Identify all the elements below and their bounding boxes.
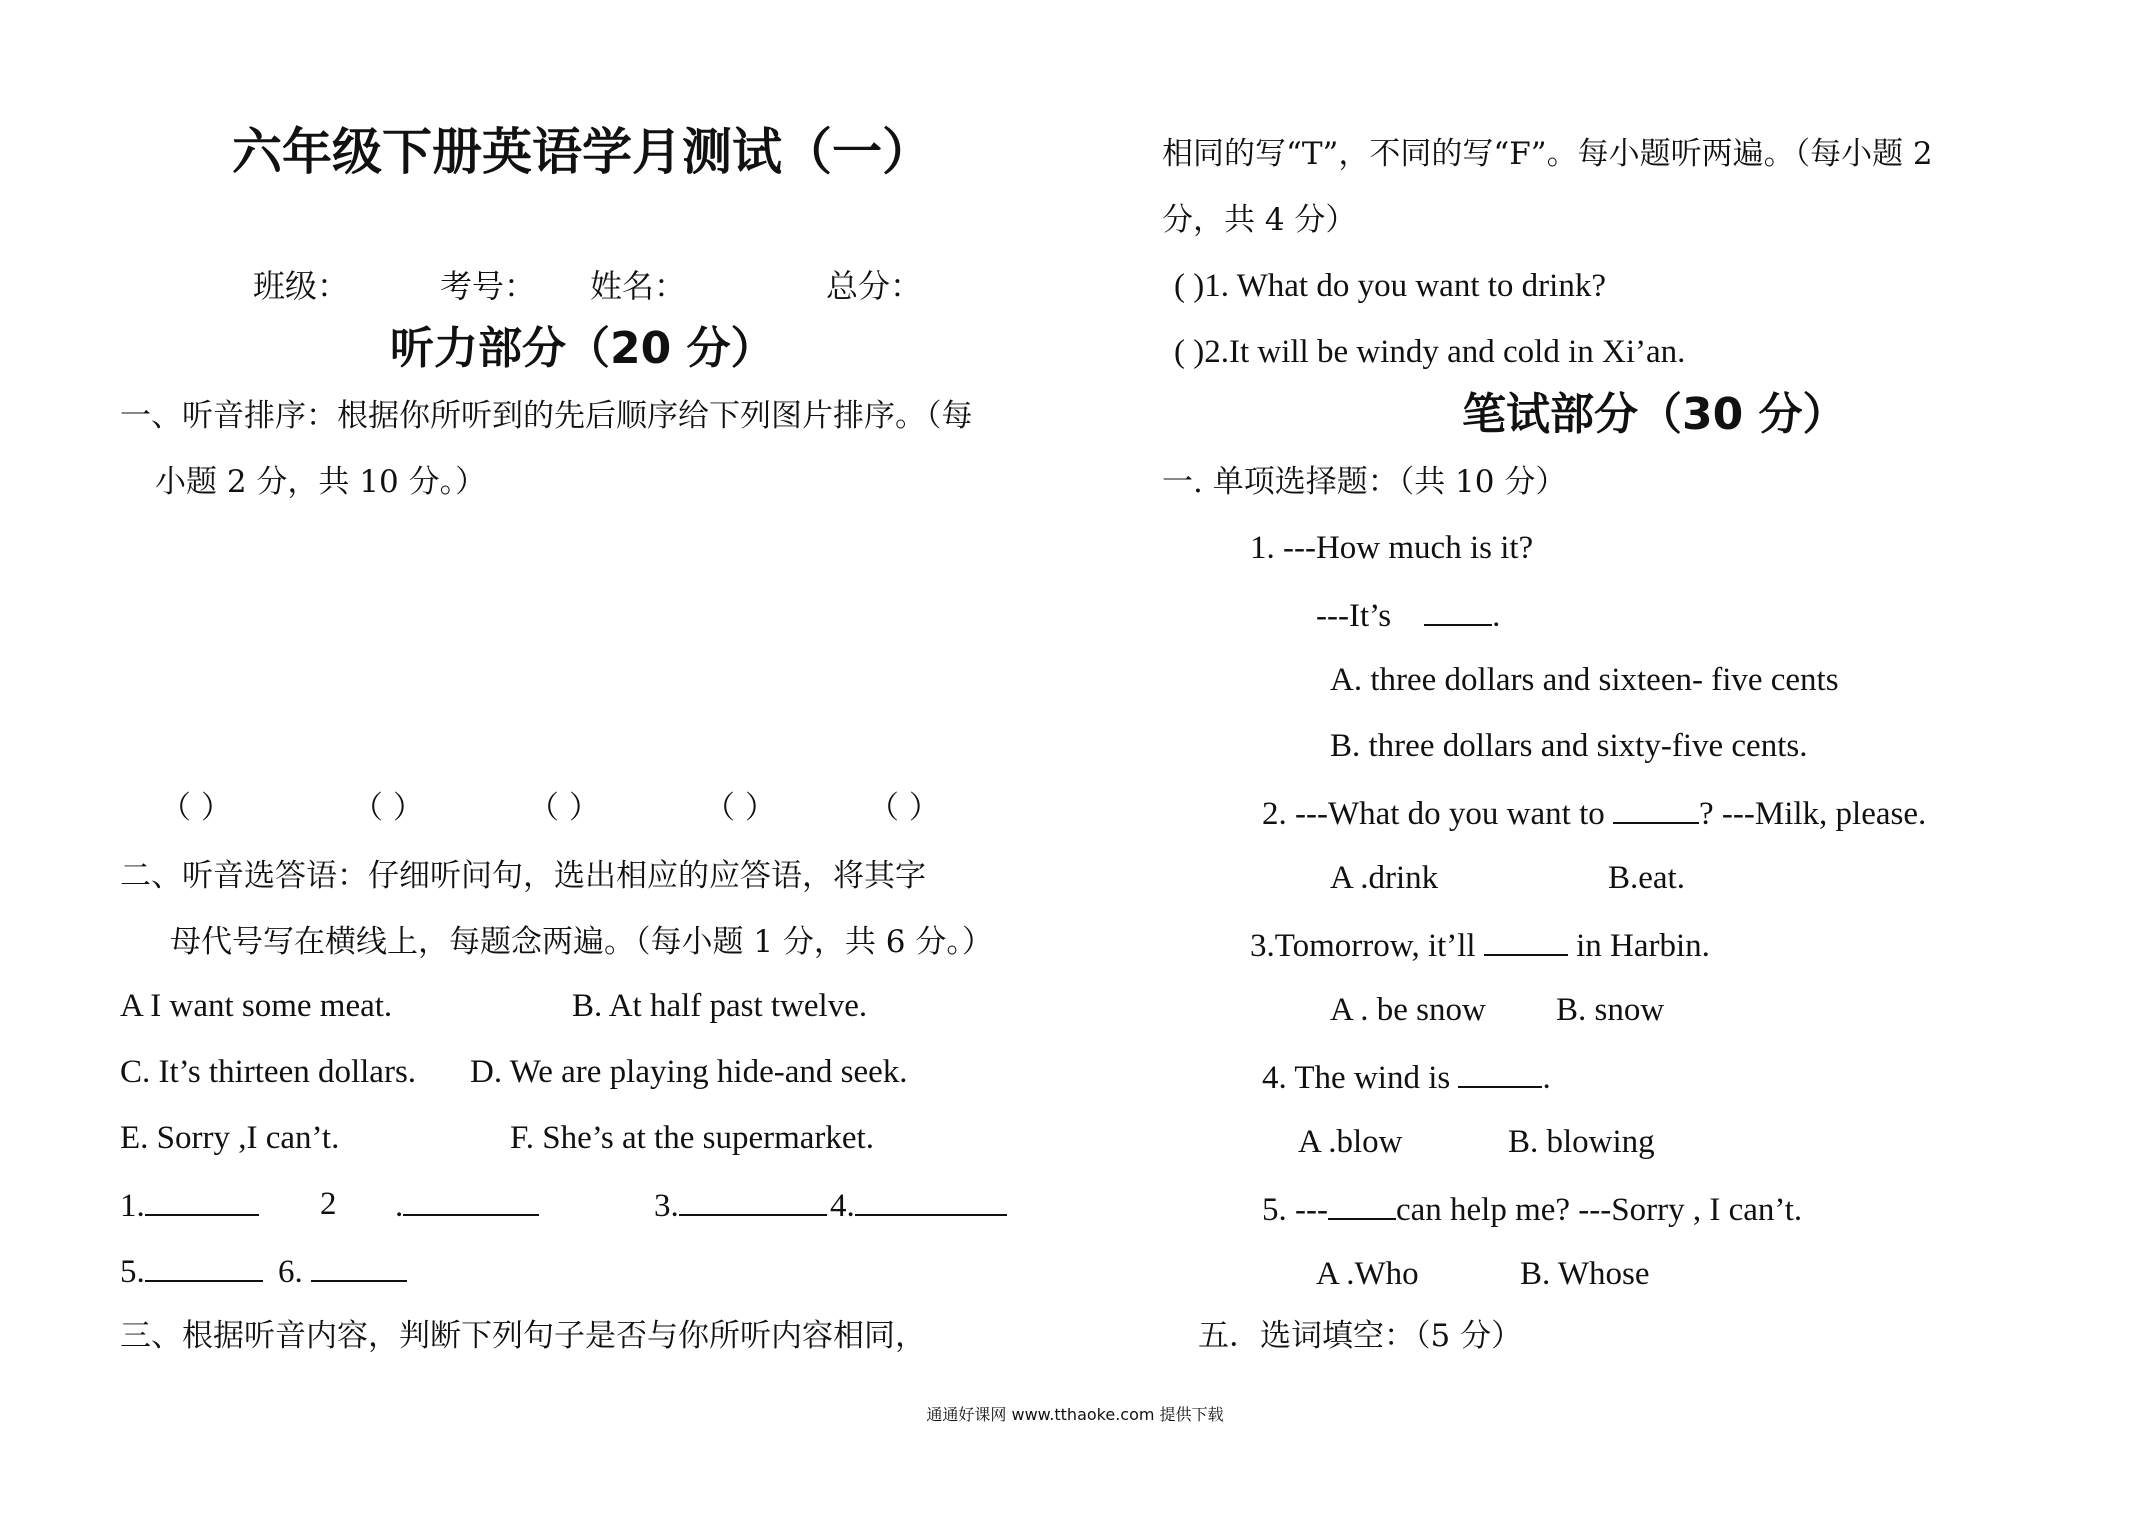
- choice-q1-line1: 1. ---How much is it?: [1250, 530, 1534, 566]
- order-bracket-3: （ ）: [528, 790, 600, 826]
- choice-q1-prompt: ---It’s: [1316, 598, 1392, 634]
- answer-option-c: C. It’s thirteen dollars.: [120, 1054, 417, 1090]
- order-bracket-5: （ ）: [868, 790, 940, 826]
- choice-q5-option-b: B. Whose: [1520, 1256, 1650, 1292]
- listening-q2-line1: 二、听音选答语：仔细听问句，选出相应的应答语，将其字: [120, 858, 926, 894]
- choice-q2-pre: 2. ---What do you want to: [1262, 796, 1605, 832]
- choice-q5-post: can help me? ---Sorry , I can’t.: [1395, 1192, 1803, 1228]
- order-bracket-4: （ ）: [704, 790, 776, 826]
- choice-q5-pre: 5. ---: [1262, 1192, 1328, 1228]
- listening-q2-line2: 母代号写在横线上，每题念两遍。（每小题 1 分，共 6 分。）: [170, 924, 993, 960]
- choice-q3-blank[interactable]: [1484, 924, 1568, 956]
- choice-q3-pre: 3.Tomorrow, it’ll: [1250, 928, 1476, 964]
- class-label: 班级：: [253, 267, 350, 305]
- choice-q1-option-a: A. three dollars and sixteen- five cents: [1330, 662, 1839, 698]
- choice-q2-option-a: A .drink: [1330, 860, 1439, 896]
- answer-blank-6: [278, 1250, 407, 1292]
- answer-option-b: B. At half past twelve.: [572, 988, 868, 1024]
- answer-option-a: A I want some meat.: [120, 988, 393, 1024]
- listening-q3-line1: 三、根据听音内容，判断下列句子是否与你所听内容相同，: [120, 1318, 926, 1354]
- answer-blank-2: [320, 1184, 337, 1224]
- choice-q3-option-a: A . be snow: [1330, 992, 1486, 1028]
- choice-q4-option-a: A .blow: [1298, 1124, 1403, 1160]
- choice-q2-line: [1262, 792, 1926, 834]
- writing-part5-title: 五．选词填空：（5 分）: [1198, 1318, 1523, 1354]
- number-label: 考号：: [440, 267, 537, 305]
- choice-q3-option-b: B. snow: [1556, 992, 1665, 1028]
- writing-part1-title: 一. 单项选择题：（共 10 分）: [1162, 464, 1567, 500]
- choice-q4-line: [1262, 1056, 1551, 1098]
- answer-blank-2-dot: .: [395, 1188, 404, 1224]
- answer-line-3[interactable]: [679, 1184, 827, 1216]
- listening-q3-line2: 相同的写“T”，不同的写“F”。每小题听两遍。（每小题 2: [1162, 136, 1933, 172]
- answer-line-5[interactable]: [145, 1250, 263, 1282]
- answer-blank-2-line: [395, 1184, 539, 1226]
- page-footer: 通通好课网 www.tthaoke.com 提供下载: [926, 1405, 1224, 1424]
- answer-blank-6-label: 6.: [278, 1254, 303, 1290]
- answer-option-f: F. She’s at the supermarket.: [510, 1120, 874, 1156]
- total-label: 总分：: [826, 267, 923, 305]
- choice-q4-post: .: [1542, 1060, 1551, 1096]
- choice-q3-post: in Harbin.: [1576, 928, 1710, 964]
- answer-line-2[interactable]: [403, 1184, 539, 1216]
- true-false-item-2: ( )2.It will be windy and cold in Xi’an.: [1174, 334, 1686, 370]
- answer-line-6[interactable]: [311, 1250, 407, 1282]
- answer-blank-2-label: 2: [320, 1186, 337, 1222]
- listening-q1-line1: 一、听音排序：根据你所听到的先后顺序给下列图片排序。（每: [120, 398, 973, 434]
- choice-q5-blank[interactable]: [1328, 1188, 1396, 1220]
- order-bracket-1: （ ）: [160, 790, 232, 826]
- answer-option-d: D. We are playing hide-and seek.: [470, 1054, 908, 1090]
- choice-q1-line2: ---It’s .: [1316, 594, 1500, 636]
- name-label: 姓名：: [590, 267, 687, 305]
- choice-q4-option-b: B. blowing: [1508, 1124, 1655, 1160]
- choice-q1-option-b: B. three dollars and sixty-five cents.: [1330, 728, 1808, 764]
- order-bracket-2: （ ）: [352, 790, 424, 826]
- answer-option-e: E. Sorry ,I can’t.: [120, 1120, 340, 1156]
- answer-blank-5-label: 5.: [120, 1254, 145, 1290]
- choice-q5-option-a: A .Who: [1316, 1256, 1419, 1292]
- choice-q5-line: [1262, 1188, 1802, 1230]
- choice-q2-blank[interactable]: [1613, 792, 1699, 824]
- page-title: 六年级下册英语学月测试（一）: [232, 123, 932, 181]
- answer-blank-5: [120, 1250, 263, 1292]
- answer-line-4[interactable]: [855, 1184, 1007, 1216]
- answer-blank-3-label: 3.: [654, 1188, 679, 1224]
- answer-blank-1-label: 1.: [120, 1188, 145, 1224]
- answer-blank-4-label: 4.: [830, 1188, 855, 1224]
- listening-q1-line2: 小题 2 分，共 10 分。）: [155, 464, 487, 500]
- choice-q4-pre: 4. The wind is: [1262, 1060, 1451, 1096]
- listening-q3-line3: 分，共 4 分）: [1162, 202, 1357, 238]
- answer-line-1[interactable]: [145, 1184, 259, 1216]
- choice-q2-post: ? ---Milk, please.: [1699, 796, 1927, 832]
- choice-q2-option-b: B.eat.: [1608, 860, 1685, 896]
- true-false-item-1: ( )1. What do you want to drink?: [1174, 268, 1606, 304]
- answer-blank-1: [120, 1184, 259, 1226]
- answer-blank-3: [654, 1184, 827, 1226]
- choice-q3-line: [1250, 924, 1710, 966]
- choice-q4-blank[interactable]: [1458, 1056, 1542, 1088]
- answer-blank-4: [830, 1184, 1007, 1226]
- choice-q1-blank[interactable]: [1424, 594, 1492, 626]
- writing-heading: 笔试部分（30 分）: [1462, 389, 1847, 440]
- listening-heading: 听力部分（20 分）: [390, 323, 775, 374]
